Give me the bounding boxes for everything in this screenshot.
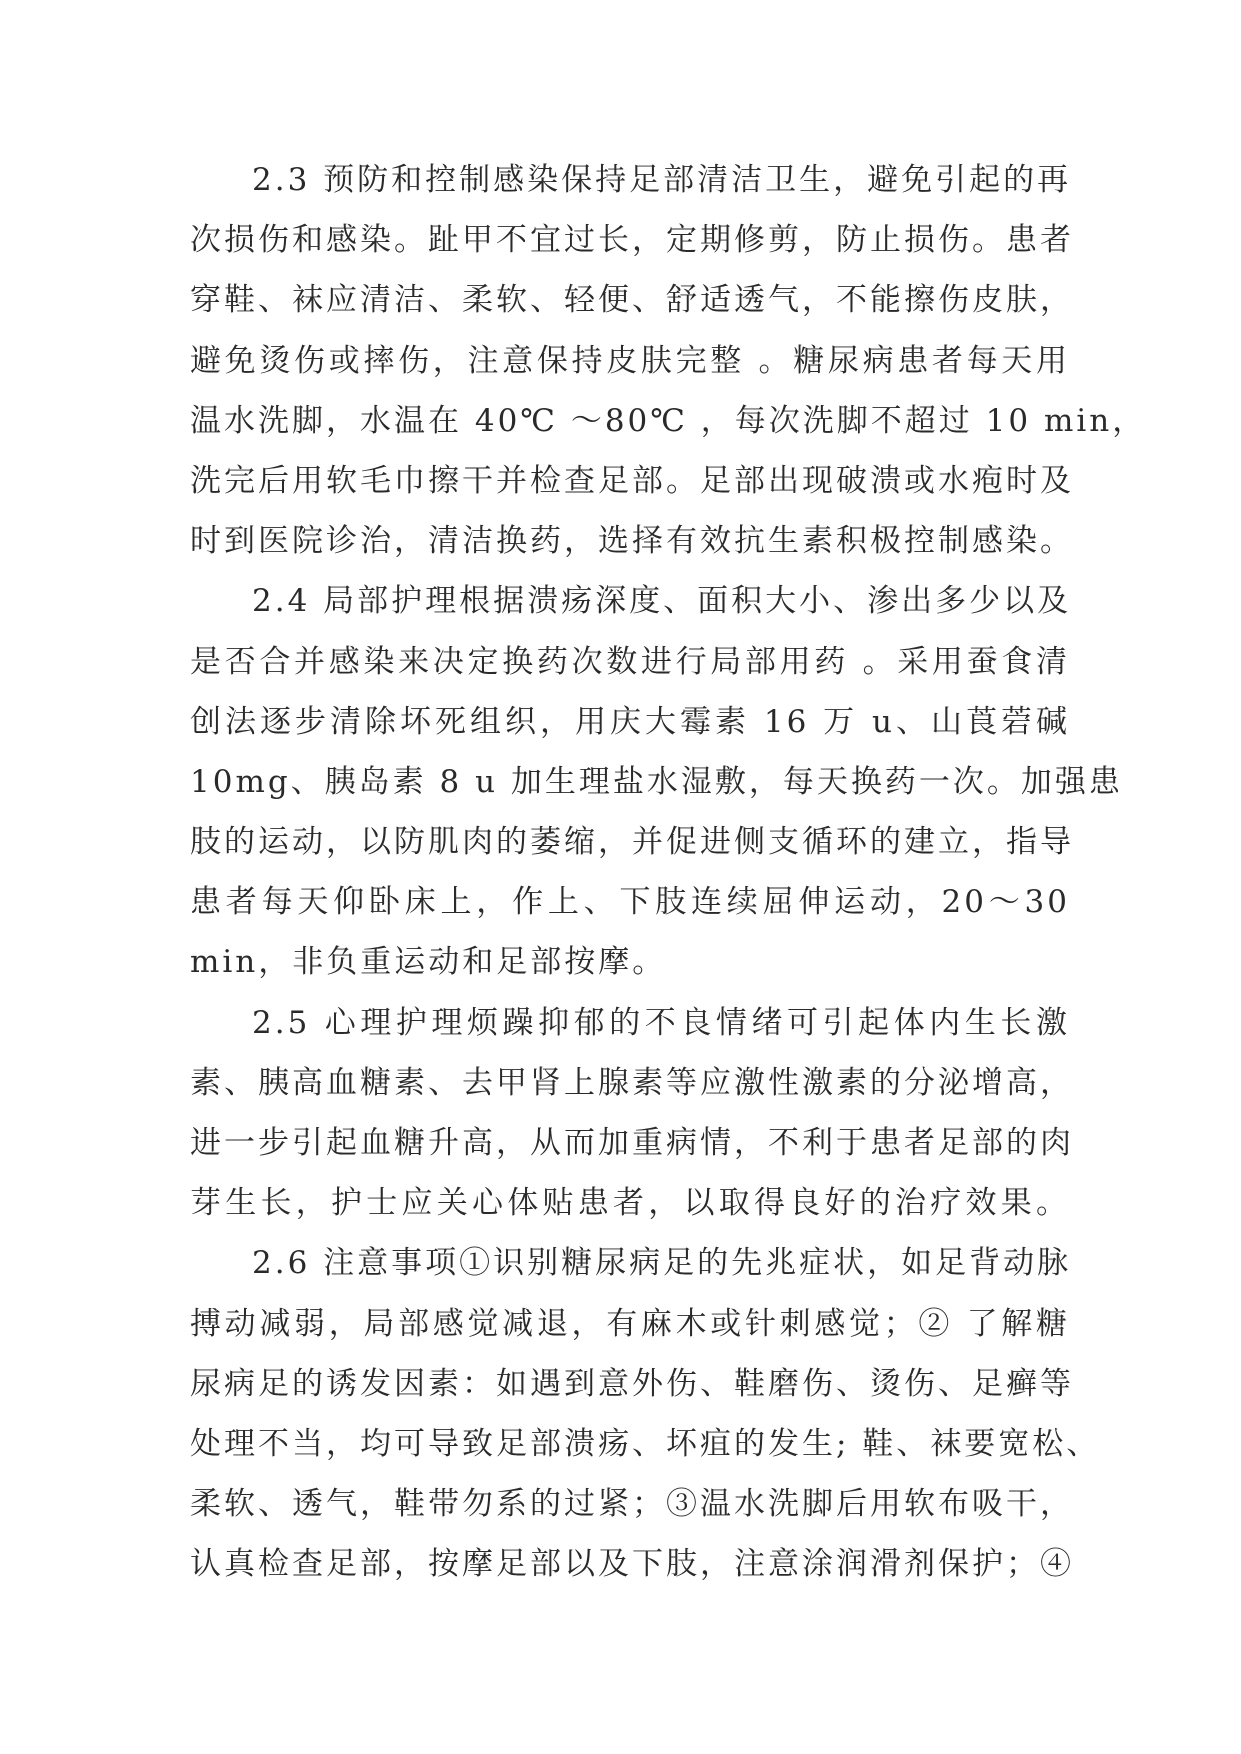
paragraph-line: 尿病足的诱发因素：如遇到意外伤、鞋磨伤、烫伤、足癣等: [190, 1365, 1074, 1402]
paragraph-2-3: [190, 150, 1147, 571]
document-body: [190, 150, 1147, 1595]
paragraph-line: 2.6 注意事项①识别糖尿病足的先兆症状，如足背动脉: [252, 1245, 1072, 1282]
paragraph-2-4: [190, 571, 1123, 992]
paragraph-line: 柔软、透气，鞋带勿系的过紧；③温水洗脚后用软布吸干，: [190, 1486, 1074, 1523]
paragraph-line: 搏动减弱，局部感觉减退，有麻木或针刺感觉；② 了解糖: [190, 1305, 1070, 1342]
paragraph-line: 处理不当，均可导致足部溃疡、坏疽的发生; 鞋、袜要宽松、: [190, 1425, 1101, 1462]
paragraph-line: 温水洗脚，水温在 40℃ ～80℃ ，每次洗脚不超过 10 min，: [190, 402, 1147, 439]
paragraph-line: 次损伤和感染。趾甲不宜过长，定期修剪，防止损伤。患者: [190, 222, 1074, 259]
paragraph-line: 芽生长，护士应关心体贴患者，以取得良好的治疗效果。: [190, 1185, 1070, 1222]
paragraph-line: 肢的运动，以防肌肉的萎缩，并促进侧支循环的建立，指导: [190, 824, 1074, 861]
paragraph-line: 洗完后用软毛巾擦干并检查足部。足部出现破溃或水疱时及: [190, 462, 1074, 499]
paragraph-line: 穿鞋、袜应清洁、柔软、轻便、舒适透气，不能擦伤皮肤，: [190, 282, 1074, 319]
paragraph-line: 素、胰高血糖素、去甲肾上腺素等应激性激素的分泌增高，: [190, 1064, 1074, 1101]
paragraph-line: 创法逐步清除坏死组织，用庆大霉素 16 万 u、山莨菪碱: [190, 703, 1070, 740]
paragraph-line: 患者每天仰卧床上，作上、下肢连续屈伸运动，20～30: [190, 884, 1070, 921]
paragraph-line: 2.4 局部护理根据溃疡深度、面积大小、渗出多少以及: [252, 583, 1072, 620]
paragraph-line: 10mg、胰岛素 8 u 加生理盐水湿敷，每天换药一次。加强患: [190, 763, 1123, 800]
paragraph-line: 认真检查足部，按摩足部以及下肢，注意涂润滑剂保护；④: [190, 1546, 1074, 1583]
paragraph-line: 是否合并感染来决定换药次数进行局部用药 。采用蚕食清: [190, 643, 1070, 680]
paragraph-line: 时到医院诊治，清洁换药，选择有效抗生素积极控制感染。: [190, 523, 1074, 560]
paragraph-line: 2.5 心理护理烦躁抑郁的不良情绪可引起体内生长激: [252, 1004, 1070, 1041]
paragraph-line: 进一步引起血糖升高，从而加重病情，不利于患者足部的肉: [190, 1125, 1074, 1161]
paragraph-2-6: [190, 1233, 1101, 1594]
paragraph-2-5: [190, 993, 1074, 1234]
paragraph-line: 2.3 预防和控制感染保持足部清洁卫生，避免引起的再: [252, 162, 1072, 198]
paragraph-line: 避免烫伤或摔伤，注意保持皮肤完整 。糖尿病患者每天用: [190, 342, 1070, 379]
paragraph-line: min，非负重运动和足部按摩。: [190, 944, 667, 981]
